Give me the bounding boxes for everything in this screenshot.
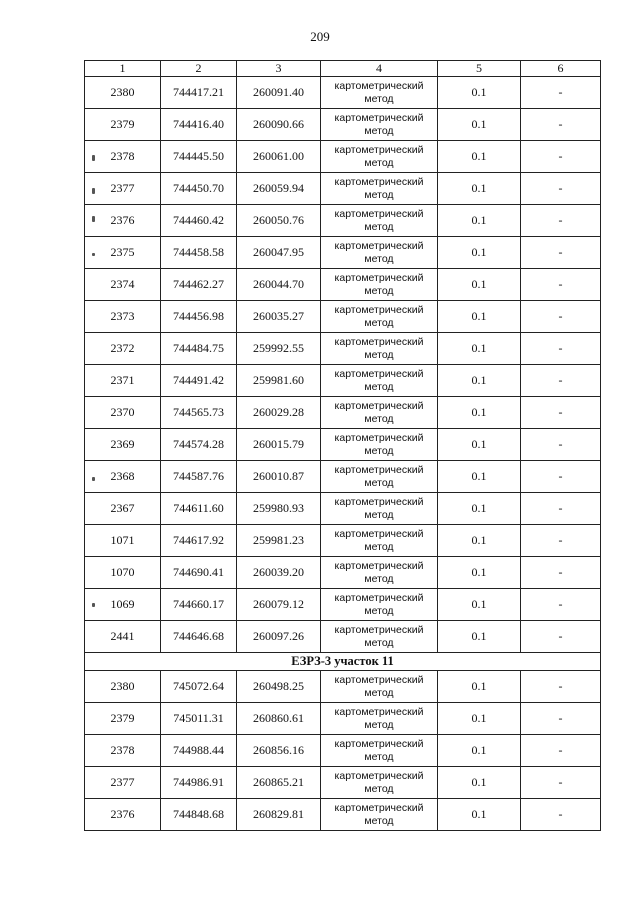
table-row xyxy=(85,333,601,365)
header-row xyxy=(85,61,601,77)
method-line-2: метод xyxy=(364,476,394,489)
y-coordinate-cell: 260097.26 xyxy=(237,621,321,653)
note-cell: - xyxy=(521,621,601,653)
method-cell xyxy=(321,461,438,493)
scan-mark xyxy=(92,155,95,161)
accuracy-cell: 0.1 xyxy=(438,109,521,141)
y-coordinate-cell: 260039.20 xyxy=(237,557,321,589)
method-line-1: картометрический xyxy=(334,527,424,540)
y-coordinate-cell: 260010.87 xyxy=(237,461,321,493)
point-number-cell: 2380 xyxy=(85,77,161,109)
method-line-2: метод xyxy=(364,444,394,457)
note-cell: - xyxy=(521,799,601,831)
table-row xyxy=(85,703,601,735)
method-cell xyxy=(321,557,438,589)
y-coordinate-cell: 259980.93 xyxy=(237,493,321,525)
table-row xyxy=(85,429,601,461)
method-line-2: метод xyxy=(364,252,394,265)
method-line-2: метод xyxy=(364,124,394,137)
note-cell: - xyxy=(521,493,601,525)
x-coordinate-cell: 744491.42 xyxy=(161,365,237,397)
x-coordinate-cell: 744646.68 xyxy=(161,621,237,653)
table-row xyxy=(85,269,601,301)
accuracy-cell: 0.1 xyxy=(438,799,521,831)
method-line-1: картометрический xyxy=(334,801,424,814)
note-cell: - xyxy=(521,333,601,365)
table-row xyxy=(85,799,601,831)
note-cell: - xyxy=(521,301,601,333)
method-line-2: метод xyxy=(364,636,394,649)
point-number-cell: 2372 xyxy=(85,333,161,365)
method-line-2: метод xyxy=(364,156,394,169)
accuracy-cell: 0.1 xyxy=(438,461,521,493)
x-coordinate-cell: 744660.17 xyxy=(161,589,237,621)
page-number: 209 xyxy=(310,29,330,44)
method-line-1: картометрический xyxy=(334,143,424,156)
method-line-2: метод xyxy=(364,412,394,425)
table-row xyxy=(85,141,601,173)
point-number-cell: 2371 xyxy=(85,365,161,397)
accuracy-cell: 0.1 xyxy=(438,557,521,589)
table-row xyxy=(85,397,601,429)
point-number-cell: 2379 xyxy=(85,109,161,141)
x-coordinate-cell: 744460.42 xyxy=(161,205,237,237)
point-number-cell: 2369 xyxy=(85,429,161,461)
point-number-cell: 2379 xyxy=(85,703,161,735)
method-line-1: картометрический xyxy=(334,623,424,636)
table-row xyxy=(85,301,601,333)
accuracy-cell: 0.1 xyxy=(438,397,521,429)
y-coordinate-cell: 260829.81 xyxy=(237,799,321,831)
scan-mark xyxy=(92,253,95,256)
table-row xyxy=(85,173,601,205)
method-cell xyxy=(321,365,438,397)
table-row xyxy=(85,735,601,767)
point-number-cell: 2367 xyxy=(85,493,161,525)
accuracy-cell: 0.1 xyxy=(438,301,521,333)
method-line-1: картометрический xyxy=(334,79,424,92)
method-line-2: метод xyxy=(364,92,394,105)
method-line-2: метод xyxy=(364,284,394,297)
method-line-2: метод xyxy=(364,316,394,329)
x-coordinate-cell: 744484.75 xyxy=(161,333,237,365)
note-cell: - xyxy=(521,703,601,735)
table-row xyxy=(85,77,601,109)
header-cell-1: 1 xyxy=(85,61,161,77)
method-line-1: картометрический xyxy=(334,559,424,572)
point-number-cell: 2377 xyxy=(85,173,161,205)
method-line-2: метод xyxy=(364,188,394,201)
method-cell xyxy=(321,269,438,301)
method-line-2: метод xyxy=(364,348,394,361)
method-line-1: картометрический xyxy=(334,367,424,380)
y-coordinate-cell: 259981.60 xyxy=(237,365,321,397)
point-number-cell: 2376 xyxy=(85,205,161,237)
note-cell: - xyxy=(521,109,601,141)
x-coordinate-cell: 744416.40 xyxy=(161,109,237,141)
table-row xyxy=(85,205,601,237)
accuracy-cell: 0.1 xyxy=(438,333,521,365)
x-coordinate-cell: 744458.58 xyxy=(161,237,237,269)
note-cell: - xyxy=(521,365,601,397)
x-coordinate-cell: 744417.21 xyxy=(161,77,237,109)
point-number-cell: 2377 xyxy=(85,767,161,799)
section-row xyxy=(85,653,601,671)
table-row xyxy=(85,461,601,493)
y-coordinate-cell: 260015.79 xyxy=(237,429,321,461)
method-cell xyxy=(321,493,438,525)
scan-mark xyxy=(92,216,95,222)
method-line-1: картометрический xyxy=(334,769,424,782)
table-row xyxy=(85,671,601,703)
note-cell: - xyxy=(521,269,601,301)
table-row xyxy=(85,237,601,269)
x-coordinate-cell: 744462.27 xyxy=(161,269,237,301)
point-number-cell: 2441 xyxy=(85,621,161,653)
method-line-2: метод xyxy=(364,572,394,585)
x-coordinate-cell: 745011.31 xyxy=(161,703,237,735)
accuracy-cell: 0.1 xyxy=(438,703,521,735)
x-coordinate-cell: 744848.68 xyxy=(161,799,237,831)
point-number-cell: 2370 xyxy=(85,397,161,429)
y-coordinate-cell: 260090.66 xyxy=(237,109,321,141)
header-cell-5: 5 xyxy=(438,61,521,77)
accuracy-cell: 0.1 xyxy=(438,237,521,269)
accuracy-cell: 0.1 xyxy=(438,205,521,237)
y-coordinate-cell: 259992.55 xyxy=(237,333,321,365)
x-coordinate-cell: 744445.50 xyxy=(161,141,237,173)
note-cell: - xyxy=(521,237,601,269)
point-number-cell: 2380 xyxy=(85,671,161,703)
note-cell: - xyxy=(521,205,601,237)
point-number-cell: 2375 xyxy=(85,237,161,269)
x-coordinate-cell: 744611.60 xyxy=(161,493,237,525)
point-number-cell: 2374 xyxy=(85,269,161,301)
method-line-1: картометрический xyxy=(334,673,424,686)
y-coordinate-cell: 260856.16 xyxy=(237,735,321,767)
table-row xyxy=(85,589,601,621)
method-line-2: метод xyxy=(364,540,394,553)
method-cell xyxy=(321,173,438,205)
method-line-2: метод xyxy=(364,604,394,617)
method-cell xyxy=(321,525,438,557)
note-cell: - xyxy=(521,767,601,799)
method-line-1: картометрический xyxy=(334,175,424,188)
section-title: ЕЗРЗ-3 участок 11 xyxy=(85,653,601,671)
table-row xyxy=(85,493,601,525)
note-cell: - xyxy=(521,141,601,173)
y-coordinate-cell: 260091.40 xyxy=(237,77,321,109)
table-row xyxy=(85,621,601,653)
method-line-2: метод xyxy=(364,380,394,393)
point-number-cell: 2378 xyxy=(85,141,161,173)
header-cell-2: 2 xyxy=(161,61,237,77)
table-row xyxy=(85,109,601,141)
y-coordinate-cell: 259981.23 xyxy=(237,525,321,557)
method-cell xyxy=(321,621,438,653)
method-line-1: картометрический xyxy=(334,111,424,124)
accuracy-cell: 0.1 xyxy=(438,525,521,557)
x-coordinate-cell: 744456.98 xyxy=(161,301,237,333)
x-coordinate-cell: 744565.73 xyxy=(161,397,237,429)
note-cell: - xyxy=(521,525,601,557)
header-cell-4: 4 xyxy=(321,61,438,77)
method-line-2: метод xyxy=(364,750,394,763)
x-coordinate-cell: 745072.64 xyxy=(161,671,237,703)
method-line-1: картометрический xyxy=(334,495,424,508)
table-row xyxy=(85,525,601,557)
scan-mark xyxy=(92,477,95,481)
y-coordinate-cell: 260050.76 xyxy=(237,205,321,237)
y-coordinate-cell: 260029.28 xyxy=(237,397,321,429)
point-number-cell: 2376 xyxy=(85,799,161,831)
scan-mark xyxy=(92,188,95,194)
x-coordinate-cell: 744690.41 xyxy=(161,557,237,589)
method-cell xyxy=(321,703,438,735)
point-number-cell: 2378 xyxy=(85,735,161,767)
method-line-1: картометрический xyxy=(334,705,424,718)
coordinates-table xyxy=(84,60,601,831)
y-coordinate-cell: 260865.21 xyxy=(237,767,321,799)
method-cell xyxy=(321,237,438,269)
method-line-1: картометрический xyxy=(334,463,424,476)
x-coordinate-cell: 744986.91 xyxy=(161,767,237,799)
method-cell xyxy=(321,397,438,429)
method-line-1: картометрический xyxy=(334,591,424,604)
table-row xyxy=(85,767,601,799)
scan-mark xyxy=(92,603,95,607)
method-cell xyxy=(321,109,438,141)
header-cell-6: 6 xyxy=(521,61,601,77)
x-coordinate-cell: 744450.70 xyxy=(161,173,237,205)
accuracy-cell: 0.1 xyxy=(438,429,521,461)
accuracy-cell: 0.1 xyxy=(438,269,521,301)
method-line-1: картометрический xyxy=(334,431,424,444)
note-cell: - xyxy=(521,173,601,205)
method-line-1: картометрический xyxy=(334,399,424,412)
y-coordinate-cell: 260860.61 xyxy=(237,703,321,735)
note-cell: - xyxy=(521,461,601,493)
y-coordinate-cell: 260035.27 xyxy=(237,301,321,333)
y-coordinate-cell: 260079.12 xyxy=(237,589,321,621)
method-line-1: картометрический xyxy=(334,239,424,252)
method-cell xyxy=(321,671,438,703)
point-number-cell: 1070 xyxy=(85,557,161,589)
method-line-1: картометрический xyxy=(334,303,424,316)
y-coordinate-cell: 260498.25 xyxy=(237,671,321,703)
accuracy-cell: 0.1 xyxy=(438,621,521,653)
point-number-cell: 2373 xyxy=(85,301,161,333)
table-row xyxy=(85,557,601,589)
note-cell: - xyxy=(521,557,601,589)
method-cell xyxy=(321,205,438,237)
method-cell xyxy=(321,429,438,461)
method-cell xyxy=(321,767,438,799)
method-line-2: метод xyxy=(364,718,394,731)
method-cell xyxy=(321,141,438,173)
method-line-1: картометрический xyxy=(334,737,424,750)
x-coordinate-cell: 744617.92 xyxy=(161,525,237,557)
method-line-2: метод xyxy=(364,686,394,699)
method-cell xyxy=(321,799,438,831)
method-line-1: картометрический xyxy=(334,271,424,284)
accuracy-cell: 0.1 xyxy=(438,141,521,173)
method-cell xyxy=(321,735,438,767)
method-line-2: метод xyxy=(364,220,394,233)
x-coordinate-cell: 744988.44 xyxy=(161,735,237,767)
method-line-2: метод xyxy=(364,814,394,827)
note-cell: - xyxy=(521,77,601,109)
accuracy-cell: 0.1 xyxy=(438,671,521,703)
x-coordinate-cell: 744587.76 xyxy=(161,461,237,493)
accuracy-cell: 0.1 xyxy=(438,589,521,621)
method-line-2: метод xyxy=(364,508,394,521)
method-line-2: метод xyxy=(364,782,394,795)
header-cell-3: 3 xyxy=(237,61,321,77)
accuracy-cell: 0.1 xyxy=(438,173,521,205)
y-coordinate-cell: 260061.00 xyxy=(237,141,321,173)
note-cell: - xyxy=(521,589,601,621)
method-cell xyxy=(321,589,438,621)
y-coordinate-cell: 260059.94 xyxy=(237,173,321,205)
method-cell xyxy=(321,301,438,333)
note-cell: - xyxy=(521,735,601,767)
method-line-1: картометрический xyxy=(334,335,424,348)
y-coordinate-cell: 260044.70 xyxy=(237,269,321,301)
point-number-cell: 2368 xyxy=(85,461,161,493)
accuracy-cell: 0.1 xyxy=(438,767,521,799)
table-row xyxy=(85,365,601,397)
note-cell: - xyxy=(521,429,601,461)
point-number-cell: 1069 xyxy=(85,589,161,621)
note-cell: - xyxy=(521,671,601,703)
y-coordinate-cell: 260047.95 xyxy=(237,237,321,269)
x-coordinate-cell: 744574.28 xyxy=(161,429,237,461)
method-cell xyxy=(321,333,438,365)
accuracy-cell: 0.1 xyxy=(438,365,521,397)
note-cell: - xyxy=(521,397,601,429)
accuracy-cell: 0.1 xyxy=(438,77,521,109)
accuracy-cell: 0.1 xyxy=(438,493,521,525)
point-number-cell: 1071 xyxy=(85,525,161,557)
method-cell xyxy=(321,77,438,109)
method-line-1: картометрический xyxy=(334,207,424,220)
accuracy-cell: 0.1 xyxy=(438,735,521,767)
